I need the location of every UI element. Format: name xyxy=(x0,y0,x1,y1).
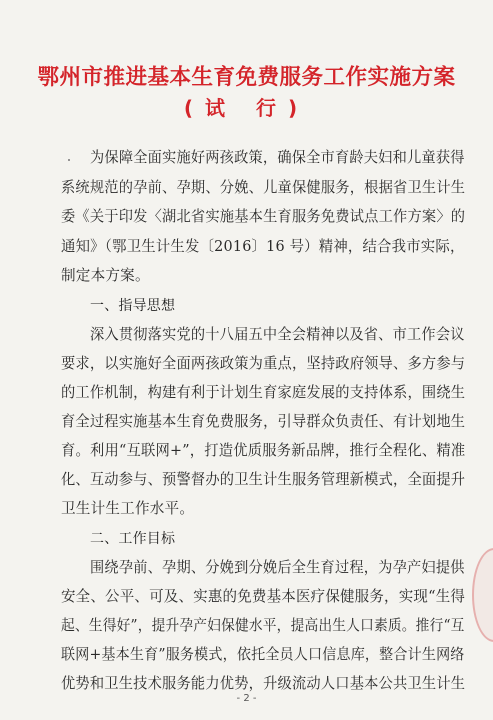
section-heading-work-goals: 二、工作目标 xyxy=(90,531,176,547)
paragraph-line: 为保障全面实施好两孩政策，确保全市育龄夫妇和儿童获得 xyxy=(90,149,465,166)
scan-speck xyxy=(68,159,70,161)
paragraph-line: 育全过程实施基本生育免费服务，引导群众负责任、有计划地生 xyxy=(61,413,466,430)
paragraph-line: 起、生得好”，提升孕产妇保健水平，提高出生人口素质。推行“互 xyxy=(61,617,465,634)
paragraph-line: 制定本方案。 xyxy=(61,267,150,284)
paragraph-line: 化、互动参与、预警督办的卫生计生服务管理新模式，全面提升 xyxy=(61,471,466,488)
paragraph-line: 优势和卫生技术服务能力优势，升级流动人口基本公共卫生计生 xyxy=(61,675,466,692)
paragraph-line: 要求，以实施好全面两孩政策为重点，坚持政府领导、多方参与 xyxy=(61,355,466,372)
paragraph-line: 通知》（鄂卫生计生发〔2016〕16 号）精神，结合我市实际， xyxy=(61,238,465,255)
document-title: 鄂州市推进基本生育免费服务工作实施方案 xyxy=(37,65,456,90)
paragraph-line: 安全、公平、可及、实惠的免费基本医疗保健服务，实现“生得 xyxy=(61,588,466,605)
paragraph-line: 委《关于印发〈湖北省实施基本生育服务免费试点工作方案〉的 xyxy=(61,208,466,225)
paragraph-line: 联网+基本生育”服务模式，依托全员人口信息库，整合计生网络 xyxy=(61,646,465,663)
paragraph-line: 系统规范的孕前、孕期、分娩、儿童保健服务，根据省卫生计生 xyxy=(61,179,466,196)
paragraph-line: 育。利用“互联网+”，打造优质服务新品牌，推行全程化、精准 xyxy=(61,442,466,459)
paragraph-line: 深入贯彻落实党的十八届五中全会精神以及省、市工作会议 xyxy=(90,326,465,343)
document-subtitle: (试 行) xyxy=(183,96,310,120)
paragraph-line: 的工作机制，构建有利于计划生育家庭发展的支持体系，围绕生 xyxy=(61,384,466,401)
paragraph-line: 围绕孕前、孕期、分娩到分娩后全生育过程，为孕产妇提供 xyxy=(90,559,465,576)
official-seal-edge xyxy=(472,548,493,642)
paragraph-line: 卫生计生工作水平。 xyxy=(61,500,195,517)
page-number: - 2 - xyxy=(236,693,257,704)
section-heading-guiding-ideology: 一、指导思想 xyxy=(90,298,176,314)
